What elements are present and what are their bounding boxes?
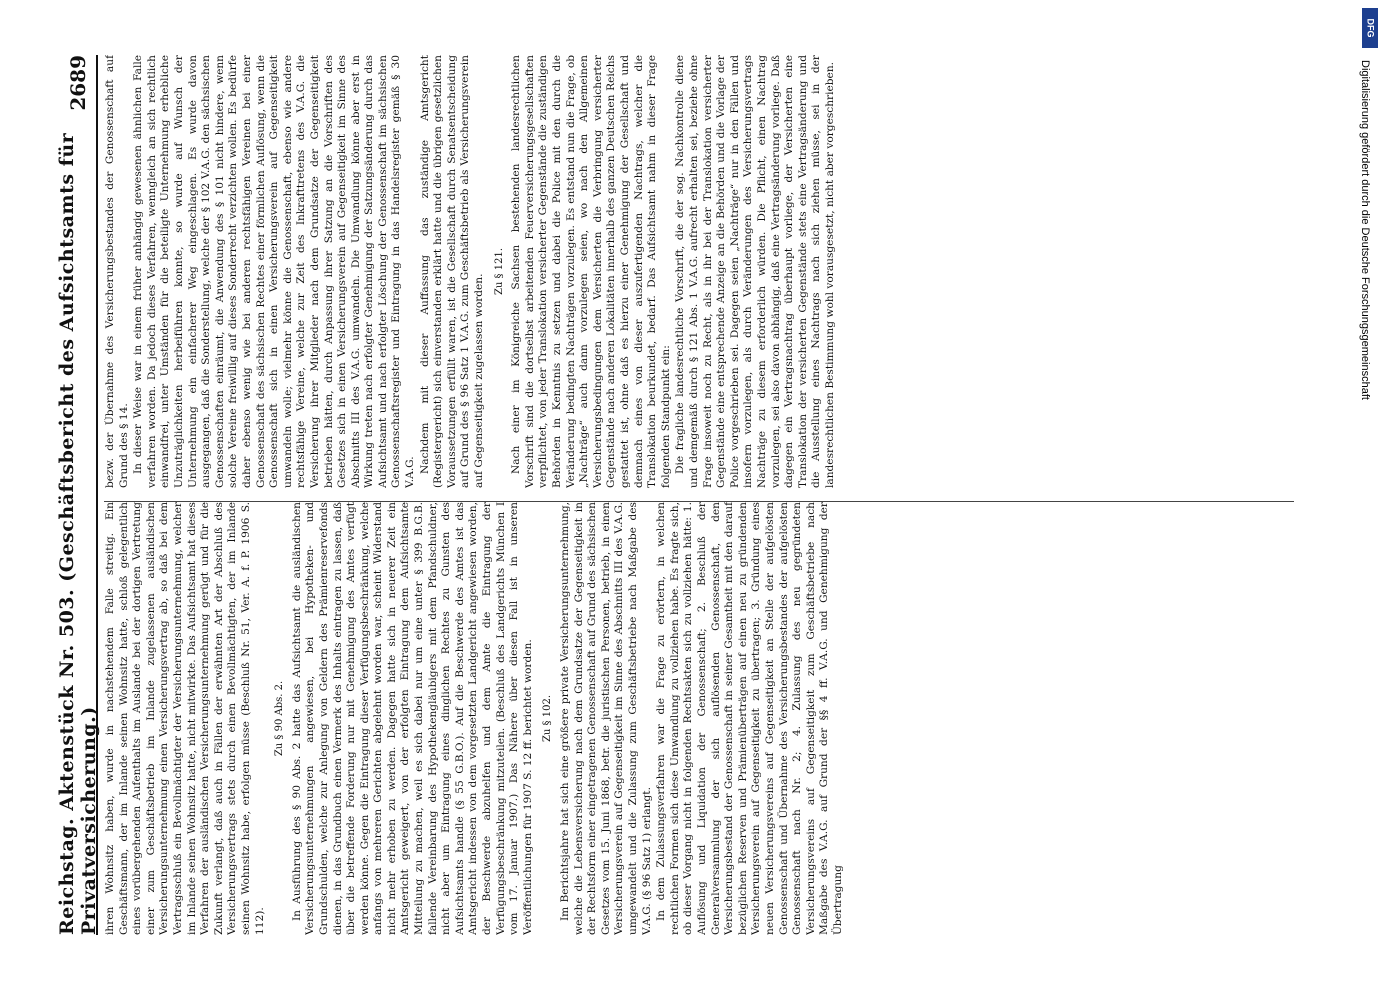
page-header	[56, 55, 100, 935]
page-title: Reichstag. Aktenstück Nr. 503. (Geschäftsbericht des Aufsichtsamts für Privatversicherung.)	[56, 132, 100, 935]
section-heading: Zu § 90 Abs. 2.	[274, 680, 286, 757]
section-heading: Zu § 121.	[493, 248, 505, 296]
paragraph: Nach einer im Königreiche Sachsen bestehenden landesrechtlichen Vorschrift sind die dortselbst arbeitenden Feuerversicherungsgesellschaften verpflichtet, von jeder Translokation versicherter Gegenstände die zuständigen Behörden in Kenntnis zu setzen und dabei die Police mit den durch die Veränderung bedingten Nachträgen vorzulegen. Es entstand nun die Frage, ob „Nachträge“ auch dann vorzulegen seien, wo nach den Allgemeinen Versicherungsbedingungen dem Versicherten die Verbringung versicherter Gegenstände nach anderen Lokalitäten innerhalb des ganzen Deutschen Reichs gestattet ist, ohne daß es hierzu einer Genehmigung der Gesellschaft und demnach eines von dieser auszufertigenden Nachtrags, welcher die Translokation beurkundet, bedarf. Das Aufsichtsamt nahm in dieser Frage folgenden Standpunkt ein:	[510, 55, 672, 488]
text-columns	[104, 55, 1294, 935]
column-left	[104, 502, 1294, 935]
rotated-document-page	[56, 55, 1300, 935]
paragraph: ihren Wohnsitz haben, wurde in nachstehendem Falle streitig. Ein Geschäftsmann, der im Inlande seinen Wohnsitz hatte, schloß gelegentlich eines vorübergehenden Aufenthalts im Auslande bei der dortigen Vertretung einer zum Geschäftsbetrieb im Inlande zugelassenen ausländischen Versicherungsunternehmung einen Versicherungsvertrag ab, so daß bei dem Vertragsschluß ein Bevollmächtigter der Versicherungsunternehmung, welcher im Inlande seinen Wohnsitz hatte, nicht mitwirkte. Das Aufsichtsamt hat dieses Verfahren der ausländischen Versicherungsunternehmung gerügt und für die Zukunft verlangt, daß auch in Fällen der erwähnten Art der Abschluß des Versicherungsvertrags stets durch einen Bevollmächtigten, der im Inlande seinen Wohnsitz habe, erfolgen müsse (Beschluß Nr. 51, Ver. A. f. P. 1906 S. 112).	[104, 502, 266, 935]
paragraph: In dieser Weise war in einem früher anhängig gewesenen ähnlichen Falle verfahren worden. Da jedoch dieses Verfahren, wenngleich an sich rechtlich einwandfrei, unter Umständen für die beteiligte Unternehmung erhebliche Unzuträglichkeiten herbeiführen konnte, so wurde auf Wunsch der Unternehmung ein einfacherer Weg eingeschlagen. Es wurde davon ausgegangen, daß die Sonderstellung, welche der § 102 V.A.G. den sächsischen Genossenschaften einräumt, die Anwendung des § 101 nicht hindere, wenn solche Vereine freiwillig auf dieses Sonderrecht verzichten wollen. Es bedürfe daher ebenso wenig wie bei anderen rechtsfähigen Vereinen bei einer Genossenschaft des sächsischen Rechtes einer förmlichen Auflösung, wenn die Genossenschaft sich in einen Versicherungsverein auf Gegenseitigkeit umwandeln wolle; vielmehr könne die Genossenschaft, ebenso wie andere rechtsfähige Vereine, welche zur Zeit des Inkrafttretens des V.A.G. die Versicherung ihrer Mitglieder nach dem Grundsatze der Gegenseitigkeit betrieben hätten, durch Anpassung ihrer Satzung an die Vorschriften des Gesetzes sich in einen Versicherungsverein auf Gegenseitigkeit im Sinne des Abschnitts III des V.A.G. umwandeln. Die Umwandlung könne aber erst in Wirkung treten nach erfolgter Genehmigung der Satzungsänderung durch das Aufsichtsamt und nach erfolgter Löschung der Genossenschaft im sächsischen Genossenschaftsregister und Eintragung in das Handelsregister gemäß § 30 V.A.G.	[132, 55, 417, 488]
dfg-logo-text: DFG	[1365, 18, 1375, 38]
paragraph: Nachdem mit dieser Auffassung das zuständige Amtsgericht (Registergericht) sich einverstanden erklärt hatte und die übrigen gesetzlichen Voraussetzungen erfüllt waren, ist die Gesellschaft durch Senatsentscheidung auf Grund des § 96 Satz 1 V.A.G. zum Geschäftsbetrieb als Versicherungsverein auf Gegenseitigkeit zugelassen worden.	[418, 55, 486, 488]
page-number: 2689	[66, 55, 90, 111]
credit-text: Digitalisierung gefördert durch die Deutsche Forschungsgemeinschaft	[1359, 60, 1371, 400]
column-right	[104, 55, 1294, 488]
paragraph: In Ausführung des § 90 Abs. 2 hatte das Aufsichtsamt die ausländischen Versicherungsunternehmungen angewiesen, bei Hypotheken- und Grundschulden, welche zur Anlegung von Geldern des Prämienreservefonds dienen, in das Grundbuch einen Vermerk des Inhalts eintragen zu lassen, daß über die betreffende Forderung nur mit Genehmigung des Amtes verfügt werden könne. Gegen die Eintragung dieser Verfügungsbeschränkung, welche anfangs von mehreren Gerichten abgelehnt worden war, scheint Widerstand nicht mehr erhoben zu werden. Dagegen hatte sich in neuerer Zeit ein Amtsgericht geweigert, von der erfolgten Eintragung dem Aufsichtsamte Mitteilung zu machen, weil es sich dabei nur um eine unter § 399 B.G.B. fallende Vereinbarung des Hypothekengläubigers mit dem Pfandschuldner, nicht aber um Eintragung eines dinglichen Rechtes zu Gunsten des Aufsichtsamts handle (§ 55 G.B.O.). Auf die Beschwerde des Amtes ist das Amtsgericht indessen von dem vorgesetzten Landgericht angewiesen worden, der Beschwerde abzuhelfen und dem Amte die Eintragung der Verfügungsbeschränkung mitzuteilen. (Beschluß des Landgerichts München I vom 17. Januar 1907.) Das Nähere über diesen Fall ist in unseren Veröffentlichungen für 1907 S. 12 ff. berichtet worden.	[290, 502, 534, 935]
paragraph: bezw. der Übernahme des Versicherungsbestandes der Genossenschaft auf Grund des § 14.	[104, 55, 130, 488]
paragraph: Die fragliche landesrechtliche Vorschrift, die der sog. Nachkontrolle diene und demgemäß durch § 121 Abs. 1 V.A.G. aufrecht erhalten sei, beziehe ohne Frage insoweit noch zu Recht, als in ihr bei der Translokation versicherter Gegenstände eine entsprechende Anzeige an die Behörden und die Vorlage der Police vorgeschrieben sei. Dagegen seien „Nachträge“ nur in den Fällen und insofern vorzulegen, als durch Veränderungen des Versicherungsvertrags Nachträge zu diesem erforderlich würden. Die Pflicht, einen Nachtrag vorzulegen, sei also davon abhängig, daß eine Vertragsänderung vorliege. Daß dagegen ein Vertragsnachtrag überhaupt vorliege, der Versicherten eine Translokation der versicherten Gegenstände stets eine Vertragsänderung und die Ausstellung eines Nachtrags nach sich ziehen müsse, sei in der landesrechtlichen Bestimmung wohl vorausgesetzt, nicht aber vorgeschrieben.	[674, 55, 836, 488]
paragraph: In dem Zulassungsverfahren war die Frage zu erörtern, in welchen rechtlichen Formen sich diese Umwandlung zu vollziehen habe. Es fragte sich, ob dieser Vorgang nicht in folgenden Rechtsakten sich zu vollziehen hätte: 1. Auflösung und Liquidation der Genossenschaft; 2. Beschluß der Generalversammlung der sich auflösenden Genossenschaft, den Versicherungsbestand der Genossenschaft in seiner Gesamtheit mit den darauf bezüglichen Reserven und Prämienüberträgen auf einen neu zu gründenden Versicherungsverein auf Gegenseitigkeit zu übertragen; 3. Gründung eines neuen Versicherungsvereins auf Gegenseitigkeit an Stelle der aufgelösten Genossenschaft und Übernahme des Versicherungsbestandes der aufgelösten Genossenschaft nach Nr. 2; 4. Zulassung des neu gegründeten Versicherungsvereins auf Gegenseitigkeit zum Geschäftsbetriebe nach Maßgabe des V.A.G. auf Grund der §§ 4 ff. V.A.G. und Genehmigung der Übertragung	[655, 502, 844, 935]
digitization-credit	[1355, 10, 1375, 990]
paragraph: Im Berichtsjahre hat sich eine größere private Versicherungsunternehmung, welche die Lebensversicherung nach dem Grundsatze der Gegenseitigkeit in der Rechtsform einer eingetragenen Genossenschaft auf Grund des sächsischen Gesetzes vom 15. Juni 1868, betr. die juristischen Personen, betrieb, in einen Versicherungsverein auf Gegenseitigkeit im Sinne des Abschnitts III des V.A.G. umgewandelt und die Zulassung zum Geschäftsbetriebe nach Maßgabe des V.A.G. (§ 96 Satz 1) erlangt.	[559, 502, 653, 935]
section-heading: Zu § 102.	[542, 695, 554, 743]
